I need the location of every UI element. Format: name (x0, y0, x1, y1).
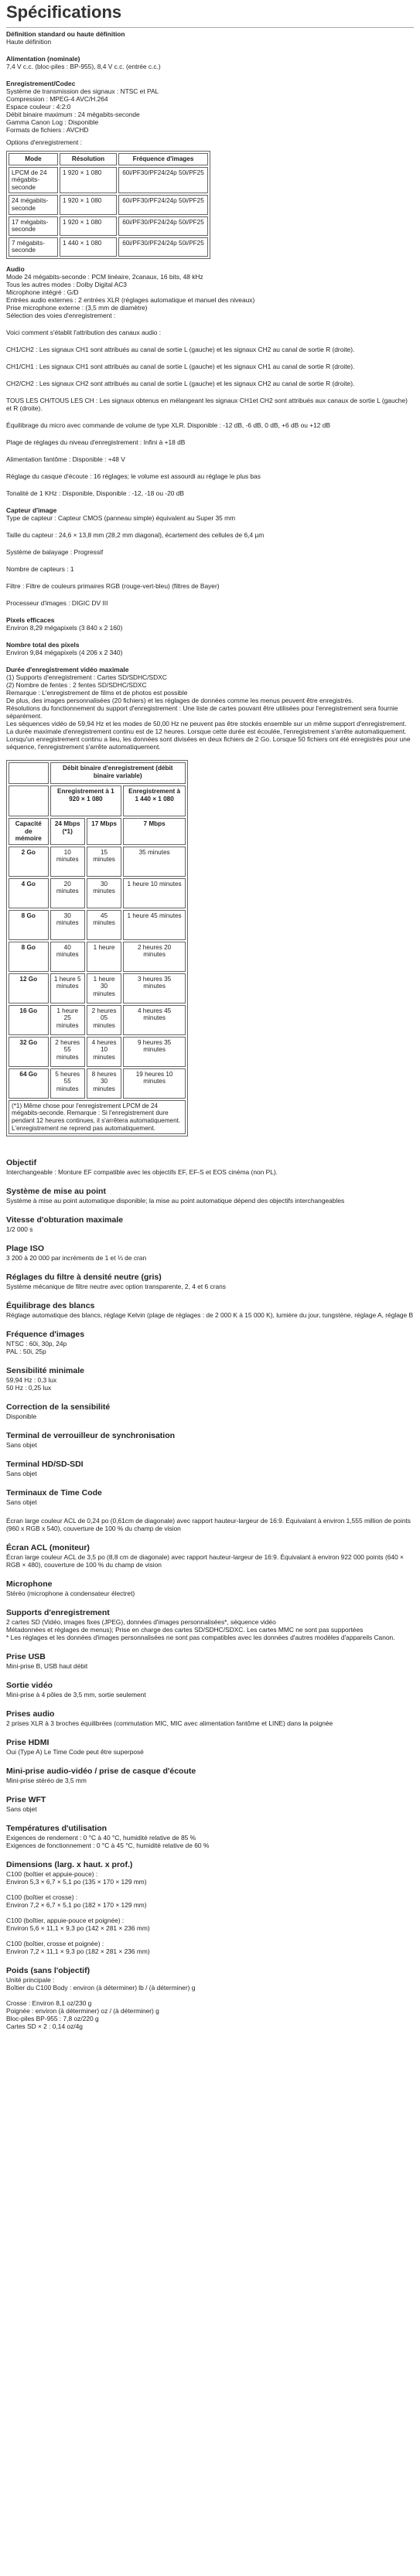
table-row (9, 1068, 186, 1099)
spec-value (6, 1886, 414, 1893)
spec-value: Interchangeable : Monture EF compatible avec les objectifs EF, EF-S et EOS cinéma (non PL). (6, 1168, 278, 1177)
spec-value: Environ 7,2 × 6,7 × 5,1 po (182 × 170 × 129 mm) (6, 1901, 147, 1910)
spec-section (6, 1158, 414, 1176)
spec-value (6, 1909, 414, 1917)
spec-section (6, 1517, 414, 1532)
spec-value: Système mécanique de filtre neutre avec option transparente, 2, 4 et 6 crans (6, 1283, 226, 1291)
table-cell: 5 heures 55 minutes (50, 1068, 85, 1099)
spec-value: Exigences de fonctionnement : 0 °C à 45 °C, humidité relative de 60 % (6, 1842, 210, 1850)
sensor-line: Taille du capteur : 24,6 × 13,8 mm (28,2 mm diagonal), écartement des cellules de 6,4 µm (6, 530, 265, 539)
spec-section (6, 1608, 414, 1641)
table-cell: 8 Go (9, 910, 49, 940)
spec-heading: Prise WFT (6, 1795, 46, 1805)
duration-line: Remarque : L'enregistrement de films et de photos est possible (6, 688, 188, 697)
table-note: (*1) Même chose pour l'enregistrement LPCM de 24 mégabits-seconde. Remarque : Si l'enregistrement dure pendant 12 heures continues, il s'arrêtera automatiquement. L'enregistrement ne reprend pas automatiquement. (9, 1100, 186, 1134)
table-cell: 7 mégabits-seconde (9, 237, 58, 257)
spec-value: Sans objet (6, 1805, 37, 1814)
spec-value: 1/2 000 s (6, 1225, 33, 1234)
spec-section (6, 1543, 414, 1569)
table-cell: 2 heures 20 minutes (123, 942, 186, 972)
table-row (9, 167, 208, 194)
table-row (9, 216, 208, 236)
spec-value: Bloc-piles BP-955 : 7,8 oz/220 g (6, 2015, 99, 2023)
table-cell: 12 Go (9, 973, 49, 1003)
spec-heading: Microphone (6, 1579, 53, 1590)
table-cell: 2 Go (9, 847, 49, 877)
codec-heading: Enregistrement/Codec (6, 80, 76, 87)
channel-line: CH1/CH1 : Les signaux CH1 sont attribués au canal de sortie L (gauche) et les signaux CH1 au canal de sortie R (droite). (6, 362, 355, 370)
spec-value: Poignée : environ (à déterminer) oz / (à déterminer) g (6, 2007, 159, 2015)
table-cell: 1 heure 25 minutes (50, 1005, 85, 1035)
table-header-row (9, 762, 186, 784)
spec-value: Métadonnées et réglages de menus); Prise en charge des cartes SD/SDHC/SDXC. Les cartes MMC ne sont pas supportées (6, 1626, 364, 1634)
pixels-total-section (6, 641, 414, 656)
spec-value: NTSC : 60i, 30p, 24p (6, 1340, 67, 1348)
audio-misc-line: Réglage du casque d'écoute : 16 réglages; le volume est assourdi au réglage le plus bas (6, 472, 261, 480)
audio-section (6, 265, 414, 319)
audio-misc-line: Plage de réglages du niveau d'enregistrement : Infini à +18 dB (6, 438, 186, 446)
table-header-blank (9, 762, 49, 784)
table-row (9, 1037, 186, 1067)
spec-value (6, 1932, 414, 1940)
spec-heading: Supports d'enregistrement (6, 1608, 110, 1618)
spec-value: 2 cartes SD (Vidéo, images fixes (JPEG), données d'images personnalisées*, séquence vidéo (6, 1618, 276, 1627)
table-cell: 17 mégabits-seconde (9, 216, 58, 236)
spec-section (6, 1460, 414, 1477)
duration-line: De plus, des images personnalisées (20 fichiers) et les réglages de données comme les menus peuvent être enregistrés. (6, 696, 353, 704)
spec-value: Disponible (6, 1412, 37, 1421)
table-row (9, 847, 186, 877)
table-cell: LPCM de 24 mégabits-seconde (9, 167, 58, 194)
spec-heading: Prises audio (6, 1709, 55, 1719)
table-cell: 19 heures 10 minutes (123, 1068, 186, 1099)
sensor-line: Processeur d'images : DIGIC DV III (6, 598, 108, 607)
title-divider (6, 27, 414, 28)
table-header: Débit binaire d'enregistrement (débit binaire variable) (50, 762, 186, 784)
table-cell: 16 Go (9, 1005, 49, 1035)
spec-value: Mini-prise B, USB haut débit (6, 1662, 88, 1671)
spec-value: 2 prises XLR à 3 broches équilibrées (commutation MIC, MIC avec alimentation fantôme et LINE) dans la poignée (6, 1719, 333, 1728)
audio-line: Microphone intégré : G/D (6, 288, 79, 296)
pixels-effective-value: Environ 8,29 mégapixels (3 840 x 2 160) (6, 623, 123, 632)
spec-value: Environ 5,3 × 6,7 × 5,1 po (135 × 170 × 129 mm) (6, 1878, 147, 1886)
spec-value: Cartes SD × 2 : 0,14 oz/4g (6, 2022, 83, 2031)
codec-line: Compression : MPEG-4 AVC/H.264 (6, 95, 108, 103)
table-cell: 1 920 × 1 080 (60, 216, 117, 236)
table-cell: 1 heure 5 minutes (50, 973, 85, 1003)
table-header: Capacité de mémoire (9, 818, 49, 845)
table-row (9, 1100, 186, 1134)
duration-line: Résolutions du fonctionnement du support d'enregistrement : Une liste de cartes pouvant être utilisées pour l'enregistrement sera fournie séparément. (6, 704, 398, 720)
table-row (9, 942, 186, 972)
spec-section (6, 1795, 414, 1813)
channel-line: TOUS LES CH/TOUS LES CH : Les signaux obtenus en mélangeant les signaux CH1et CH2 sont attribués aux canaux de sortie L (gauche) et R (droite). (6, 396, 408, 412)
table-row (9, 237, 208, 257)
spec-value: 50 Hz : 0,25 lux (6, 1384, 52, 1392)
spec-value: Exigences de rendement : 0 °C à 40 °C, humidité relative de 85 % (6, 1834, 196, 1842)
sensor-line: Filtre : Filtre de couleurs primaires RGB (rouge-vert-bleu) (filtres de Bayer) (6, 581, 220, 590)
spec-section (6, 1244, 414, 1262)
spec-value: Réglage automatique des blancs, réglage Kelvin (plage de réglages : de 2 000 K à 15 000 K), lumière du jour, tungstène, réglage A, réglage B (6, 1311, 414, 1320)
spec-value: Écran large couleur ACL de 3,5 po (8,8 cm de diagonale) avec rapport hauteur-largeur de 16:9. Équivalant à environ 922 000 points (640 × RGB × 480), couverture de 100 % du champ de vision (6, 1553, 404, 1569)
table-cell: 1 heure 10 minutes (123, 878, 186, 908)
spec-heading: Terminal de verrouilleur de synchronisation (6, 1431, 176, 1441)
spec-section (6, 1681, 414, 1699)
table-header: Fréquence d'images (118, 153, 208, 165)
table-cell: 15 minutes (87, 847, 121, 877)
spec-heading: Système de mise au point (6, 1187, 106, 1197)
spec-value: Environ 5,6 × 11,1 × 9,3 po (142 × 281 × 236 mm) (6, 1924, 150, 1933)
power-heading: Alimentation (nominale) (6, 55, 80, 63)
spec-value: Boîtier du C100 Body : environ (à déterminer) lb / (à déterminer) g (6, 1984, 196, 1992)
spec-section (6, 1215, 414, 1233)
duration-line: Les séquences vidéo de 59,94 Hz et les modes de 50,00 Hz ne peuvent pas être stockés ensemble sur un même support d'enregistrement. (6, 719, 407, 727)
table-cell: 2 heures 05 minutes (87, 1005, 121, 1035)
codec-line: Gamma Canon Log : Disponible (6, 118, 99, 126)
duration-line: La durée maximale d'enregistrement continu est de 12 heures. Lorsque cette durée est écoulée, l'enregistrement s'arrête automatiquement. Lorsqu'un enregistrement continu a lieu, les données sont divisées en deux fichiers de 2 Go. Lorsque 50 fichiers ont été enregistrés pour une séquence, l'enregistrement s'arrête automatiquement. (6, 727, 411, 751)
spec-section (6, 1738, 414, 1756)
table-header: 17 Mbps (87, 818, 121, 845)
table-cell: 60i/PF30/PF24/24p 50i/PF25 (118, 237, 208, 257)
spec-section (6, 1301, 414, 1319)
sensor-line: Type de capteur : Capteur CMOS (panneau simple) équivalent au Super 35 mm (6, 513, 236, 522)
table-cell: 4 heures 10 minutes (87, 1037, 121, 1067)
spec-value: Système à mise au point automatique disponible; la mise au point automatique dépend des objectifs interchangeables (6, 1197, 345, 1205)
table-cell: 60i/PF30/PF24/24p 50i/PF25 (118, 195, 208, 214)
spec-value: C100 (boîtier et appuie-pouce) : (6, 1870, 98, 1879)
spec-heading: Prise HDMI (6, 1738, 50, 1748)
table-cell: 1 920 × 1 080 (60, 167, 117, 194)
spec-section (6, 1187, 414, 1205)
spec-section (6, 1402, 414, 1420)
table-cell: 8 Go (9, 942, 49, 972)
table-header-row (9, 785, 186, 816)
table-cell: 1 920 × 1 080 (60, 195, 117, 214)
table-cell: 4 heures 45 minutes (123, 1005, 186, 1035)
table-cell: 1 heure 45 minutes (123, 910, 186, 940)
spec-heading: Poids (sans l'objectif) (6, 1966, 90, 1976)
spec-heading: Sortie vidéo (6, 1681, 53, 1691)
table-row (9, 195, 208, 214)
table-row (9, 878, 186, 908)
spec-section (6, 1579, 414, 1597)
spec-section (6, 1709, 414, 1727)
spec-value: Environ 7,2 × 11,1 × 9,3 po (182 × 281 × 236 mm) (6, 1947, 150, 1956)
audio-line: Tous les autres modes : Dolby Digital AC3 (6, 280, 127, 288)
spec-value: Écran large couleur ACL de 0,24 po (0,61cm de diagonale) avec rapport hauteur-largeur de 16:9. Équivalant à environ 1,555 million de points (960 x RGB x 540), couverture de 100 % du champ de vision (6, 1517, 411, 1533)
audio-misc-line: Alimentation fantôme : Disponible : +48 V (6, 455, 125, 463)
spec-heading: Plage ISO (6, 1244, 45, 1254)
pixels-total-heading: Nombre total des pixels (6, 640, 80, 649)
power-value: 7,4 V c.c. (bloc-piles : BP-955), 8,4 V c.c. (entrée c.c.) (6, 63, 161, 70)
spec-value: Mini-prise stéréo de 3,5 mm (6, 1777, 87, 1785)
spec-value: C100 (boîtier, appuie-pouce et poignée) : (6, 1917, 125, 1925)
table-header: Enregistrement à 1 440 × 1 080 (123, 785, 186, 816)
sensor-heading: Capteur d'image (6, 506, 57, 514)
spec-value: Stéréo (microphone à condensateur électret) (6, 1590, 135, 1598)
audio-line: Prise microphone externe : (3,5 mm de diamètre) (6, 303, 148, 312)
table-cell: 30 minutes (50, 910, 85, 940)
table-cell: 8 heures 30 minutes (87, 1068, 121, 1099)
codec-line: Espace couleur : 4:2:0 (6, 103, 71, 111)
spec-heading: Températures d'utilisation (6, 1824, 108, 1834)
table-cell: 40 minutes (50, 942, 85, 972)
audio-line: Entrées audio externes : 2 entrées XLR (réglages automatique et manuel des niveaux) (6, 295, 255, 304)
table-row (9, 1005, 186, 1035)
table-header-row (9, 153, 208, 165)
channel-line: CH1/CH2 : Les signaux CH1 sont attribués au canal de sortie L (gauche) et les signaux CH2 au canal de sortie R (droite). (6, 345, 355, 353)
spec-value: Unité principale : (6, 1976, 55, 1985)
sensor-line: Nombre de capteurs : 1 (6, 564, 74, 573)
duration-line: (1) Supports d'enregistrement : Cartes SD/SDHC/SDXC (6, 673, 167, 681)
table-header: 24 Mbps (*1) (50, 818, 85, 845)
table-header: Résolution (60, 153, 117, 165)
table-cell: 2 heures 55 minutes (50, 1037, 85, 1067)
table-cell: 60i/PF30/PF24/24p 50i/PF25 (118, 216, 208, 236)
page-title: Spécifications (6, 2, 122, 22)
spec-heading: Mini-prise audio-vidéo / prise de casque d'écoute (6, 1767, 196, 1777)
channel-line: CH2/CH2 : Les signaux CH2 sont attribués au canal de sortie L (gauche) et les signaux CH2 au canal de sortie R (droite). (6, 379, 355, 387)
table-cell: 10 minutes (50, 847, 85, 877)
spec-value: C100 (boîtier et crosse) : (6, 1893, 78, 1902)
sensor-line: Système de balayage : Progressif (6, 547, 104, 556)
spec-section (6, 1273, 414, 1290)
spec-value: Oui (Type A) Le Time Code peut être superposé (6, 1748, 144, 1757)
spec-section (6, 1330, 414, 1355)
spec-heading: Terminaux de Time Code (6, 1488, 102, 1498)
duration-heading: Durée d'enregistrement vidéo maximale (6, 665, 129, 673)
spec-section (6, 1488, 414, 1506)
spec-list (6, 1158, 414, 2030)
spec-section (6, 1966, 414, 2030)
spec-heading: Équilibrage des blancs (6, 1301, 95, 1311)
table-cell: 35 minutes (123, 847, 186, 877)
spec-value: PAL : 50i, 25p (6, 1348, 46, 1356)
definition-section (6, 30, 414, 46)
spec-value: * Les réglages et les données d'images personnalisées ne sont pas compatibles avec les données d'autres modèles d'appareils Canon. (6, 1634, 395, 1642)
table-cell: 32 Go (9, 1037, 49, 1067)
spec-section (6, 1767, 414, 1784)
audio-line: Sélection des voies d'enregistrement : (6, 311, 116, 319)
spec-value: Mini-prise à 4 pôles de 3,5 mm, sortie seulement (6, 1691, 146, 1699)
pixels-effective-section (6, 616, 414, 632)
codec-line: Formats de fichiers : AVCHD (6, 126, 89, 134)
spec-heading: Prise USB (6, 1652, 46, 1662)
recording-mode-table (6, 151, 210, 259)
table-header: 7 Mbps (123, 818, 186, 845)
table-cell: 1 440 × 1 080 (60, 237, 117, 257)
table-cell: 20 minutes (50, 878, 85, 908)
table-cell: 1 heure 30 minutes (87, 973, 121, 1003)
table-cell: 30 minutes (87, 878, 121, 908)
pixels-effective-heading: Pixels efficaces (6, 615, 55, 624)
spec-section (6, 1860, 414, 1955)
table-cell: 64 Go (9, 1068, 49, 1099)
spec-heading: Écran ACL (moniteur) (6, 1543, 90, 1553)
codec-line: Système de transmission des signaux : NTSC et PAL (6, 87, 159, 95)
table-row (9, 910, 186, 940)
spec-heading: Réglages du filtre à densité neutre (gris) (6, 1273, 162, 1283)
power-section (6, 55, 414, 70)
spec-section (6, 1431, 414, 1449)
table-cell: 9 heures 35 minutes (123, 1037, 186, 1067)
spec-heading: Vitesse d'obturation maximale (6, 1215, 124, 1225)
spec-section (6, 1652, 414, 1670)
table-cell: 4 Go (9, 878, 49, 908)
table-header: Mode (9, 153, 58, 165)
table-cell: 1 heure (87, 942, 121, 972)
definition-heading: Définition standard ou haute définition (6, 30, 125, 38)
spec-value: Sans objet (6, 1441, 37, 1450)
spec-value: C100 (boîtier, crosse et poignée) : (6, 1940, 104, 1948)
spec-heading: Sensibilité minimale (6, 1366, 84, 1376)
table-header: Enregistrement à 1 920 × 1 080 (50, 785, 122, 816)
spec-value: Sans objet (6, 1470, 37, 1478)
recording-time-table (6, 760, 188, 1136)
spec-heading: Correction de la sensibilité (6, 1402, 111, 1412)
codec-section (6, 80, 414, 134)
table-cell: 3 heures 35 minutes (123, 973, 186, 1003)
spec-heading: Terminal HD/SD-SDI (6, 1460, 84, 1470)
spec-value: Sans objet (6, 1498, 37, 1507)
table-cell: 60i/PF30/PF24/24p 50i/PF25 (118, 167, 208, 194)
spec-value (6, 1992, 414, 1999)
spec-heading: Dimensions (larg. x haut. x prof.) (6, 1860, 133, 1870)
table-row (9, 973, 186, 1003)
table-header-row (9, 818, 186, 845)
audio-misc-line: Équilibrage du micro avec commande de volume de type XLR. Disponible : -12 dB, -6 dB, 0 dB, +6 dB ou +12 dB (6, 421, 330, 429)
table-cell: 24 mégabits-seconde (9, 195, 58, 214)
spec-value: Crosse : Environ 8,1 oz/230 g (6, 1999, 92, 2008)
table-header-blank (9, 785, 49, 816)
spec-heading: Fréquence d'images (6, 1330, 85, 1340)
duration-section (6, 666, 414, 751)
spec-value: 3 200 à 20 000 par incréments de 1 et ⅓ de cran (6, 1254, 147, 1262)
spec-heading: Objectif (6, 1158, 37, 1168)
duration-line: (2) Nombre de fentes : 2 fentes SD/SDHC/SDXC (6, 680, 147, 689)
definition-value: Haute définition (6, 38, 52, 46)
spec-section (6, 1366, 414, 1392)
attribution-text: Voici comment s'établit l'attribution des canaux audio : (6, 328, 162, 336)
table-cell: 45 minutes (87, 910, 121, 940)
pixels-total-value: Environ 9,84 mégapixels (4 206 x 2 340) (6, 648, 123, 656)
audio-heading: Audio (6, 264, 25, 273)
codec-line: Débit binaire maximum : 24 mégabits-seconde (6, 111, 140, 118)
spec-value: 59,94 Hz : 0,3 lux (6, 1376, 57, 1385)
audio-line: Mode 24 mégabits-seconde : PCM linéaire, 2canaux, 16 bits, 48 kHz (6, 272, 203, 281)
rec-options-label: Options d'enregistrement : (6, 138, 82, 146)
spec-section (6, 1824, 414, 1849)
audio-misc-line: Tonalité de 1 KHz : Disponible, Disponible : -12, -18 ou -20 dB (6, 489, 184, 497)
sensor-section (6, 506, 414, 522)
